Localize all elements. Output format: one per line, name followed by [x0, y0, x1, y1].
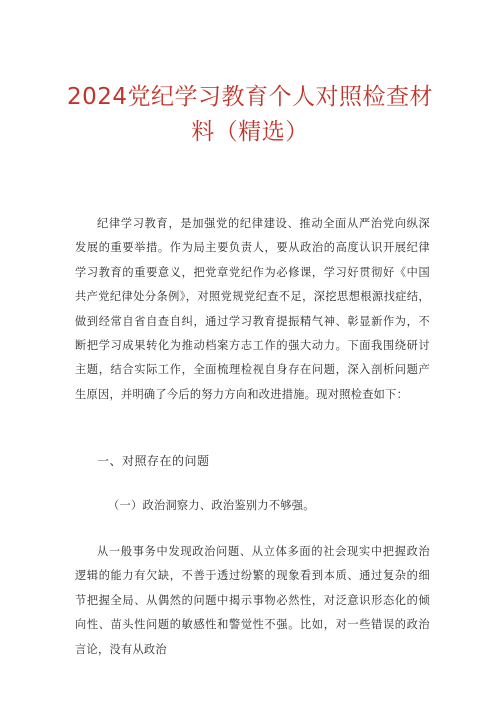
- detail-paragraph: [75, 540, 430, 662]
- intro-paragraph: [75, 212, 430, 407]
- intro-paragraph-text: 纪律学习教育，是加强党的纪律建设、推动全面从严治党向纵深发展的重要举措。作为局主要负责人，要从政治的高度认识开展纪律学习教育的重要意义，把党章党纪作为必修课，学习好贯彻好《中国共产党纪律处分条例》，对照党规党纪查不足，深挖思想根源找症结，做到经常自省自查自纠，通过学习教育提振精气神、彰显新作为，不断把学习成果转化为推动档案方志工作的强大动力。下面我围绕研讨主题，结合实际工作，全面梳理检视自身存在问题，深入剖析问题产生原因，并明确了今后的努力方向和改进措施。现对照检查如下：: [75, 217, 430, 401]
- detail-paragraph-text: 从一般事务中发现政治问题、从立体多面的社会现实中把握政治逻辑的能力有欠缺，不善于透过纷繁的现象看到本质、通过复杂的细节把握全局、从偶然的问题中揭示事物必然性，对泛意识形态化的倾向性、苗头性问题的敏感性和警觉性不强。比如，对一些错误的政治言论，没有从政治: [75, 545, 430, 656]
- document-title-line-1: 2024党纪学习教育个人对照检查材: [66, 84, 434, 110]
- document-title-line-2: 料（精选）: [191, 119, 309, 145]
- subsection-heading: （一）政治洞察力、政治鉴别力不够强。: [108, 499, 315, 512]
- section-heading: 一、对照存在的问题: [97, 454, 210, 468]
